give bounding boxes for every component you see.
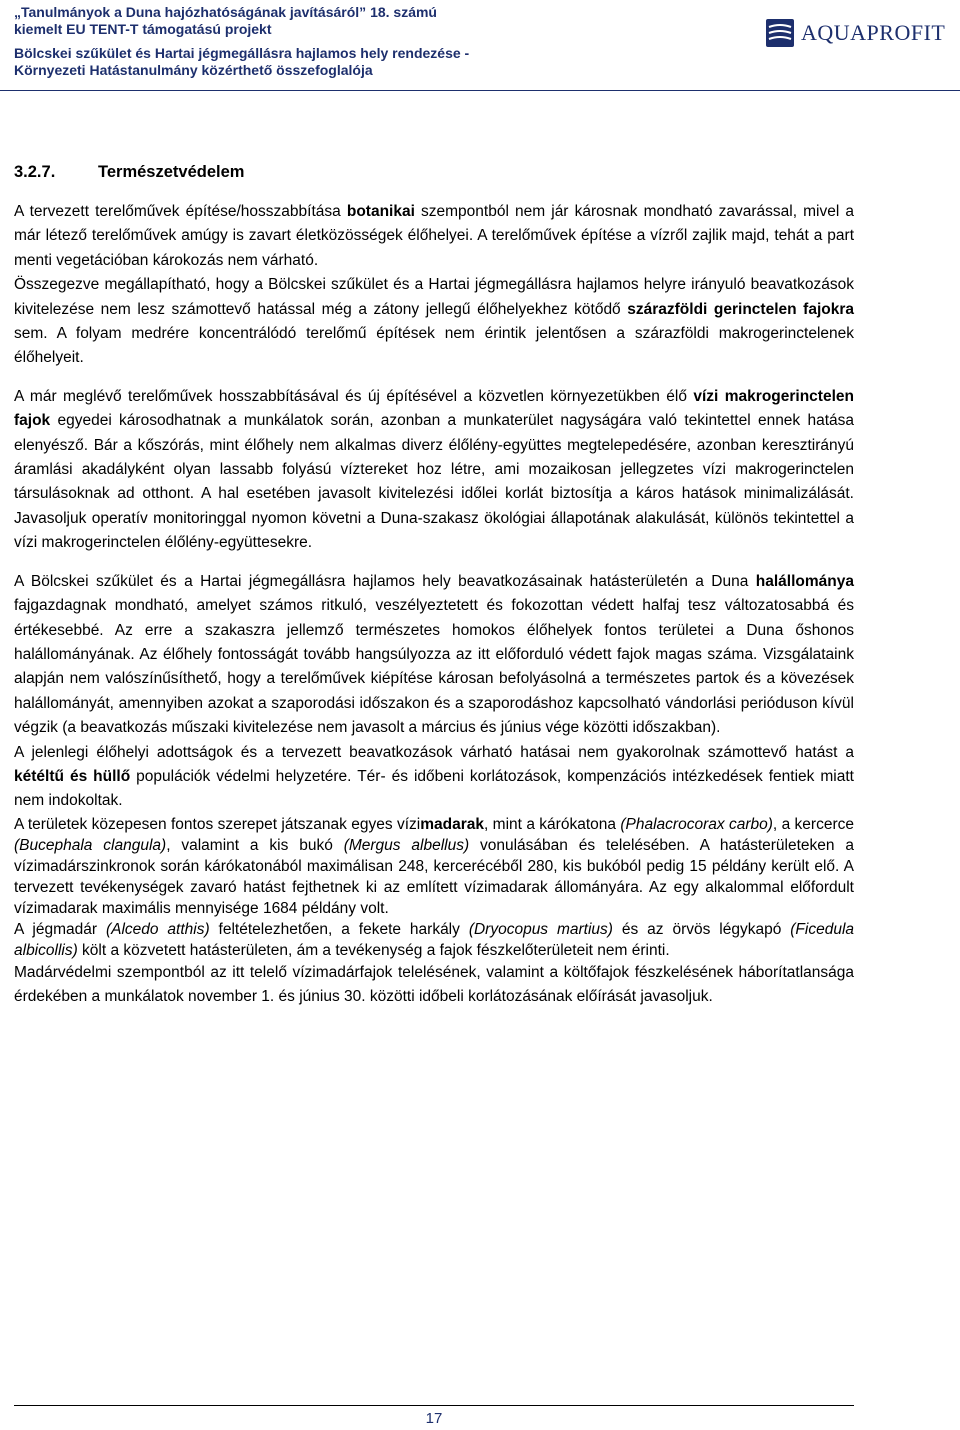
section-number: 3.2.7. — [14, 163, 56, 181]
page-header — [0, 0, 960, 91]
paragraph-amphibians-reptiles: A jelenlegi élőhelyi adottságok és a tervezett beavatkozások várható hatásai nem gyakorolnak számottevő hatást a kétéltű és hüllő populációk védelmi helyzetére. Tér- és időbeni korlátozások, kompenzációs intézkedések fentiek miatt nem indokoltak. — [14, 743, 854, 810]
paragraph-botany: A tervezett terelőművek építése/hosszabbítása botanikai szempontból nem jár károsnak mondható zavarással, mivel a már létező terelőművek amúgy is zavart életközösségek élőhelyei. A terelőművek építése a vízről zajlik majd, tehát a part menti vegetációban károkozás nem várható. — [14, 203, 854, 269]
section-heading — [14, 160, 854, 184]
document-body — [14, 160, 854, 1010]
paragraph-bird-protection: Madárvédelmi szempontból az itt telelő vízimadárfajok telelésének, valamint a költőfajok fészkelésének háborítatlansága érdekében a munkálatok november 1. és június 30. közötti időbeli korlátozásának előírását javasoljuk. — [14, 963, 854, 1006]
paragraph-nesting-birds: A jégmadár (Alcedo atthis) feltételezhetően, a fekete harkály (Dryocopus martius) és az örvös légykapó (Ficedula albicollis) költ a közvetett hatásterületen, ám a tevékenység a fajok fészkelőterületeit nem érinti. — [14, 920, 855, 959]
company-logo — [765, 16, 950, 50]
logo-wordmark: AQUAPROFIT — [801, 20, 946, 45]
footer-divider — [14, 1405, 854, 1406]
paragraph-waterbirds: A területek közepesen fontos szerepet játszanak egyes vízimadarak, mint a kárókatona (Phalacrocorax carbo), a kercerce (Bucephala clangula), valamint a kis bukó (Mergus albellus) vonulásában és telelésében. A hatásterületeken a vízimadárszinkronok során kárókatonából maximálisan 248, kercerécéből 280, kis bukóból pedig 15 példány került elő. A tervezett tevékenységek zavaró hatást fejthetnek ki az említett vízimadarak állományára. Az egy alkalommal előfordult vízimadarak maximális mennyisége 1684 példány volt. — [14, 815, 854, 917]
page-number: 17 — [425, 1410, 443, 1427]
paragraph-terrestrial-invertebrates: Összegezve megállapítható, hogy a Bölcskei szűkület és a Hartai jégmegállásra hajlamos helyre irányuló beavatkozások kivitelezése nem lesz számottevő hatással még a zátony jellegű élőhelyekhez kötődő szárazföldi gerinctelen fajokra sem. A folyam medrére koncentrálódó terelőmű építések nem érintik jelentősen a szárazföldi makrogerinctelenek élőhelyeit. — [14, 276, 854, 367]
header-line-3: Bölcskei szűkület és Hartai jégmegállásra hajlamos hely rendezése - — [14, 45, 470, 61]
header-line-2: kiemelt EU TENT-T támogatású projekt — [14, 21, 272, 37]
aquaprofit-logo-icon — [765, 18, 795, 48]
paragraph-fish: A Bölcskei szűkület és a Hartai jégmegállásra hajlamos hely beavatkozásainak hatásterületén a Duna halállománya fajgazdagnak mondható, amelyet számos ritkuló, veszélyeztetett és fokozottan védett halfaj tesz változatosabbá és értékesebbé. Az erre a szakaszra jellemző természetes homokos élőhelyek fontos területei a Duna őshonos halállományának. Az élőhely fontosságát tovább hangsúlyozza az itt előforduló védett fajok magas száma. Vizsgálataink alapján nem valószínűsíthető, hogy a terelőművek kiépítése károsan befolyásolná a természetes partok és a kövezések halállományát, amennyiben azokat a szaporodási időszakon és a szaporodáshoz kapcsolható vándorlási perióduson kívül végzik (a beavatkozás műszaki kivitelezése nem javasolt a március és június vége közötti időszakban). — [14, 572, 854, 737]
paragraph-aquatic-invertebrates: A már meglévő terelőművek hosszabbításával és új építésével a közvetlen környezetükben élő vízi makrogerinctelen fajok egyedei károsodhatnak a munkálatok során, azonban a munkaterület nagyságára való tekintettel ennek hatása elenyésző. Bár a kőszórás, mint élőhely nem alkalmas diverz élőlény-együttes megtelepedésére, azonban keresztirányú áramlási akadályként olyan lassabb folyású víztereket hoz létre, ami mozaikosan jellegzetes vízi makrogerinctelen társulásoknak ad otthont. A hal esetében javasolt kivitelezési időlei korlát biztosítja a káros hatások minimalizálását. Javasoljuk operatív monitoringgal nyomon követni a Duna-szakasz ökológiai állapotának alakulását, különös tekintettel a vízi makrogerinctelen élőlény-együttesekre. — [14, 387, 854, 552]
header-project-title — [14, 4, 534, 79]
header-line-1: „Tanulmányok a Duna hajózhatóságának javításáról” 18. számú — [14, 4, 437, 20]
header-line-4: Környezeti Hatástanulmány közérthető összefoglalója — [14, 62, 373, 78]
section-title: Természetvédelem — [98, 163, 245, 181]
